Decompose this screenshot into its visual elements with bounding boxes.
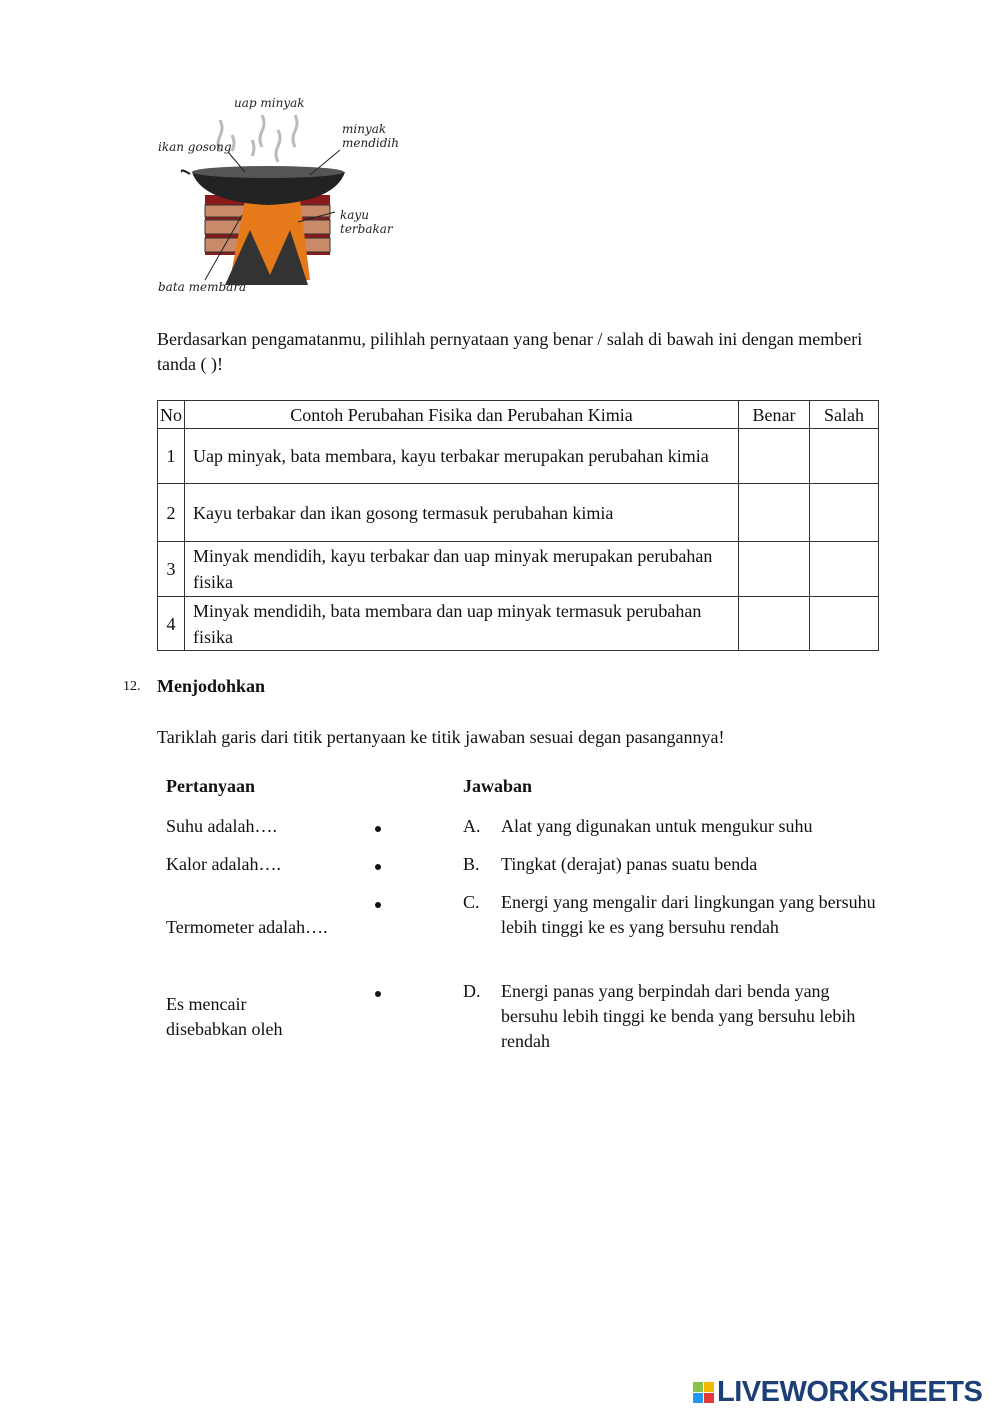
question-dot[interactable]: [375, 826, 381, 832]
question-item: Es mencair disebabkan oleh: [166, 994, 283, 1039]
answer-text: Energi yang mengalir dari lingkungan yang bersuhu lebih tinggi ke es yang bersuhu rendah: [501, 892, 876, 937]
benar-checkbox[interactable]: [739, 429, 810, 484]
header-statement: Contoh Perubahan Fisika dan Perubahan Kimia: [185, 401, 739, 429]
salah-checkbox[interactable]: [810, 484, 879, 542]
question-item: Suhu adalah….: [166, 816, 277, 836]
question-dot[interactable]: [375, 991, 381, 997]
question-item: Kalor adalah….: [166, 854, 281, 874]
benar-checkbox[interactable]: [739, 484, 810, 542]
answer-header: Jawaban: [463, 776, 533, 796]
section-title: Menjodohkan: [157, 676, 266, 696]
row-statement: Uap minyak, bata membara, kayu terbakar merupakan perubahan kimia: [185, 429, 739, 484]
header-no: No: [158, 401, 185, 429]
label-bata-membara: bata membara: [158, 280, 247, 294]
row-statement: Minyak mendidih, bata membara dan uap minyak termasuk perubahan fisika: [185, 597, 739, 651]
label-uap-minyak: uap minyak: [234, 96, 305, 110]
benar-checkbox[interactable]: [739, 597, 810, 651]
question-dot[interactable]: [375, 902, 381, 908]
instruction-text: Berdasarkan pengamatanmu, pilihlah pernyataan yang benar / salah di bawah ini dengan memberi tanda ( )!: [157, 329, 863, 374]
answer-letter[interactable]: C.: [463, 892, 480, 912]
label-minyak-mendidih: minyak mendidih: [342, 122, 399, 150]
question-dot[interactable]: [375, 864, 381, 870]
answer-letter[interactable]: D.: [463, 981, 481, 1001]
table-row: [158, 597, 879, 651]
row-number: 3: [158, 542, 185, 597]
header-benar: Benar: [739, 401, 810, 429]
answer-letter[interactable]: A.: [463, 816, 481, 836]
row-number: 2: [158, 484, 185, 542]
answer-text: Energi panas yang berpindah dari benda yang bersuhu lebih tinggi ke benda yang bersuhu lebih rendah: [501, 981, 856, 1051]
true-false-table: [157, 400, 879, 651]
row-statement: Kayu terbakar dan ikan gosong termasuk perubahan kimia: [185, 484, 739, 542]
benar-checkbox[interactable]: [739, 542, 810, 597]
label-ikan-gosong: ikan gosong: [158, 140, 232, 154]
table-row: [158, 484, 879, 542]
section-number: 12.: [123, 679, 141, 694]
table-row: [158, 542, 879, 597]
question-item: Termometer adalah….: [166, 917, 328, 937]
answer-text: Alat yang digunakan untuk mengukur suhu: [501, 816, 813, 836]
row-number: 1: [158, 429, 185, 484]
liveworksheets-logo: [693, 1376, 982, 1409]
logo-icon: [693, 1382, 714, 1403]
row-statement: Minyak mendidih, kayu terbakar dan uap minyak merupakan perubahan fisika: [185, 542, 739, 597]
salah-checkbox[interactable]: [810, 429, 879, 484]
matching-instruction: Tariklah garis dari titik pertanyaan ke titik jawaban sesuai degan pasangannya!: [157, 727, 725, 747]
wok-illustration: [150, 90, 410, 300]
row-number: 4: [158, 597, 185, 651]
question-header: Pertanyaan: [166, 776, 255, 796]
answer-letter[interactable]: B.: [463, 854, 480, 874]
salah-checkbox[interactable]: [810, 542, 879, 597]
label-kayu-terbakar: kayu terbakar: [340, 208, 393, 236]
table-row: [158, 429, 879, 484]
table-header: [158, 401, 879, 429]
answer-text: Tingkat (derajat) panas suatu benda: [501, 854, 758, 874]
header-salah: Salah: [810, 401, 879, 429]
salah-checkbox[interactable]: [810, 597, 879, 651]
logo-text: LIVEWORKSHEETS: [717, 1376, 983, 1408]
